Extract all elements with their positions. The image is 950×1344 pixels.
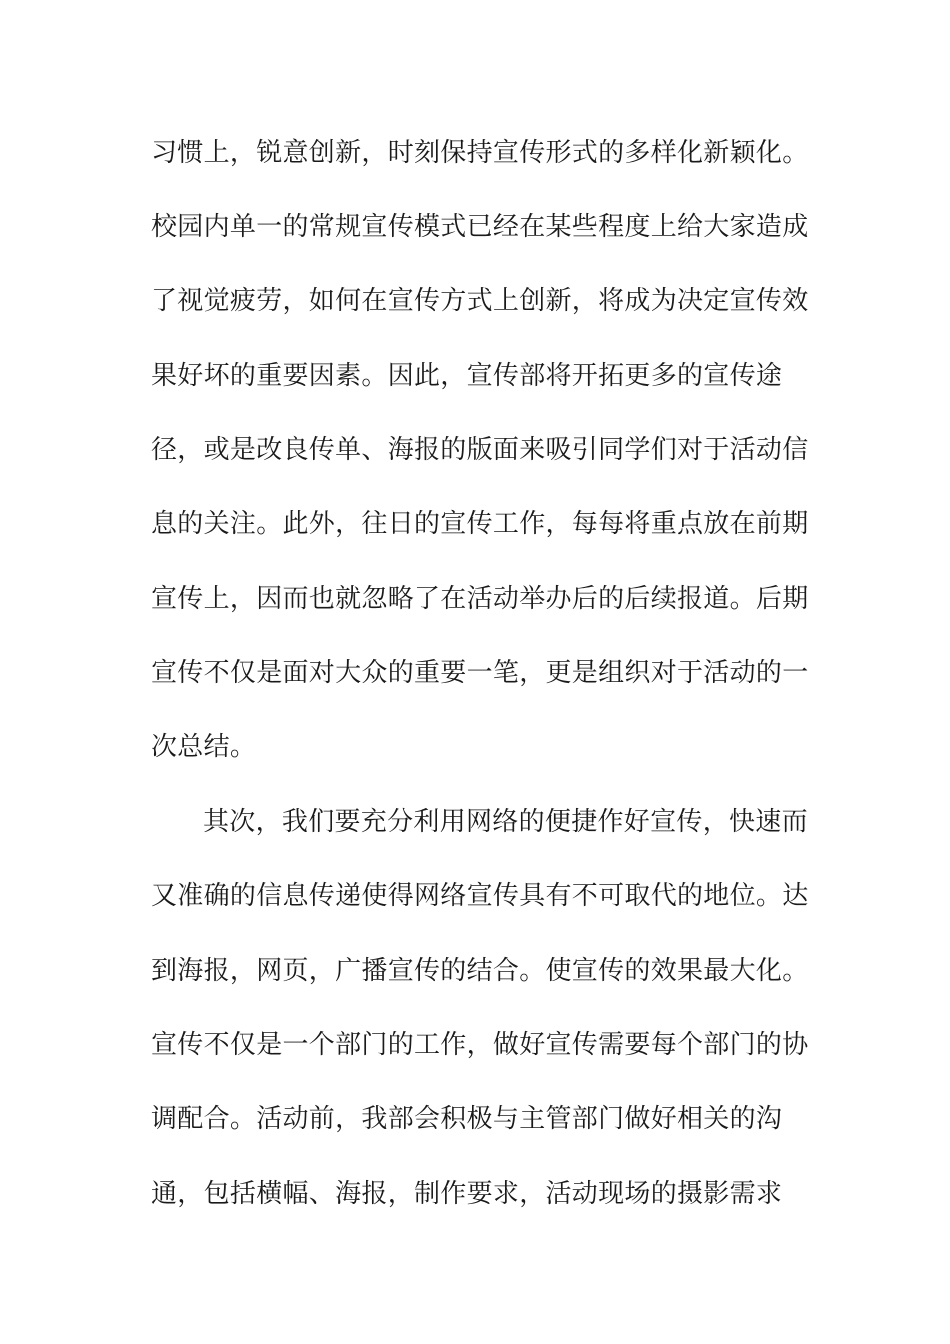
text-line: 通，包括横幅、海报，制作要求，活动现场的摄影需求	[151, 1179, 783, 1209]
text-line: 宣传上，因而也就忽略了在活动举办后的后续报道。后期	[151, 584, 809, 614]
text-line: 次总结。	[151, 732, 257, 762]
text-line: 调配合。活动前，我部会积极与主管部门做好相关的沟	[151, 1104, 783, 1134]
text-line: 了视觉疲劳，如何在宣传方式上创新，将成为决定宣传效	[151, 286, 809, 316]
text-line: 又准确的信息传递使得网络宣传具有不可取代的地位。达	[151, 881, 809, 911]
text-line: 校园内单一的常规宣传模式已经在某些程度上给大家造成	[151, 212, 809, 242]
text-line: 到海报，网页，广播宣传的结合。使宣传的效果最大化。	[151, 956, 809, 986]
text-line: 果好坏的重要因素。因此，宣传部将开拓更多的宣传途	[151, 361, 783, 391]
paragraph-first-line: 其次，我们要充分利用网络的便捷作好宣传，快速而	[203, 807, 808, 837]
text-line: 宣传不仅是一个部门的工作，做好宣传需要每个部门的协	[151, 1030, 809, 1060]
text-line: 径，或是改良传单、海报的版面来吸引同学们对于活动信	[151, 435, 809, 465]
text-line: 息的关注。此外，往日的宣传工作，每每将重点放在前期	[151, 509, 809, 539]
text-line: 宣传不仅是面对大众的重要一笔，更是组织对于活动的一	[151, 658, 809, 688]
text-line: 习惯上，锐意创新，时刻保持宣传形式的多样化新颖化。	[151, 138, 809, 168]
